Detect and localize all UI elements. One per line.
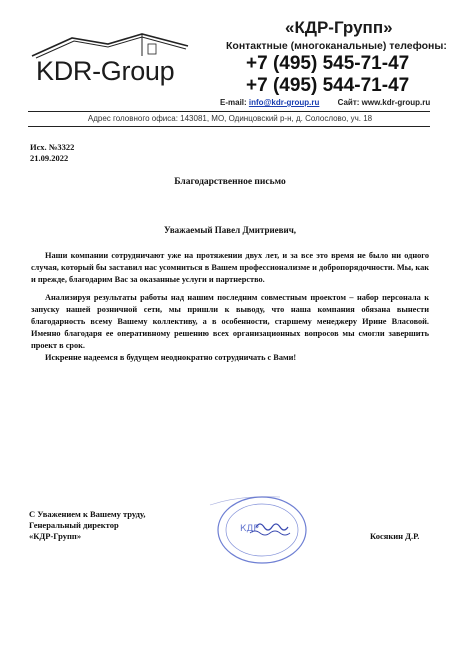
header-divider-bottom <box>28 126 430 127</box>
letter-title: Благодарственное письмо <box>174 177 286 187</box>
svg-text:КДР: КДР <box>240 524 259 534</box>
email-label: E-mail: <box>220 98 247 107</box>
letter-paragraph: Искренне надеемся в будущем неоднократно сотрудничать с Вами! <box>45 353 297 362</box>
site-link[interactable]: www.kdr-group.ru <box>361 98 431 107</box>
letter-paragraph: Анализируя результаты работы над нашим последним совместным проектом – набор персонала к запуску нашей розничной сети, мы пришли к выводу, что наша компания обязана вынести благодарность всему Вашему коллективу, а в особенности, старшему менеджеру Ирине Власовой. Именно благодаря ее оперативному решению всех организационных вопросов мы смогли завершить проект в срок. <box>31 293 429 350</box>
letter-date: 21.09.2022 <box>30 153 69 163</box>
email-link[interactable]: info@kdr-group.ru <box>248 98 320 107</box>
logo-wordmark: KDR-Group <box>36 56 175 86</box>
phone-number-1[interactable]: +7 (495) 545-71-47 <box>246 53 410 74</box>
office-address: Адрес головного офиса: 143081, МО, Одинцовский р-н, д. Солослово, уч. 18 <box>87 114 373 123</box>
company-name: «КДР-Групп» <box>285 18 393 37</box>
site-label: Сайт: <box>337 98 360 107</box>
phones-label: Контактные (многоканальные) телефоны: <box>226 40 447 52</box>
contact-line <box>220 98 430 107</box>
company-stamp-icon <box>200 485 320 575</box>
header-divider-top <box>28 111 430 112</box>
closing-line: С Уважением к Вашему труду, <box>29 509 146 519</box>
company-logo <box>30 30 195 90</box>
letter-greeting: Уважаемый Павел Дмитриевич, <box>163 225 297 235</box>
letter-paragraph: Наши компании сотрудничают уже на протяжении двух лет, и за все это время не было ни одного случая, который бы заставил нас усомниться в Вашем профессионализме и добропорядочности. Мы, как и прежде, благодарим Вас за оказанные услуги и партнерство. <box>31 251 429 284</box>
outgoing-number: Исх. №3322 <box>30 142 75 152</box>
signer-company: «КДР-Групп» <box>29 531 82 541</box>
signer-name: Косякин Д.Р. <box>370 531 420 541</box>
signer-position: Генеральный директор <box>29 520 119 530</box>
phone-number-2[interactable]: +7 (495) 544-71-47 <box>246 75 410 96</box>
